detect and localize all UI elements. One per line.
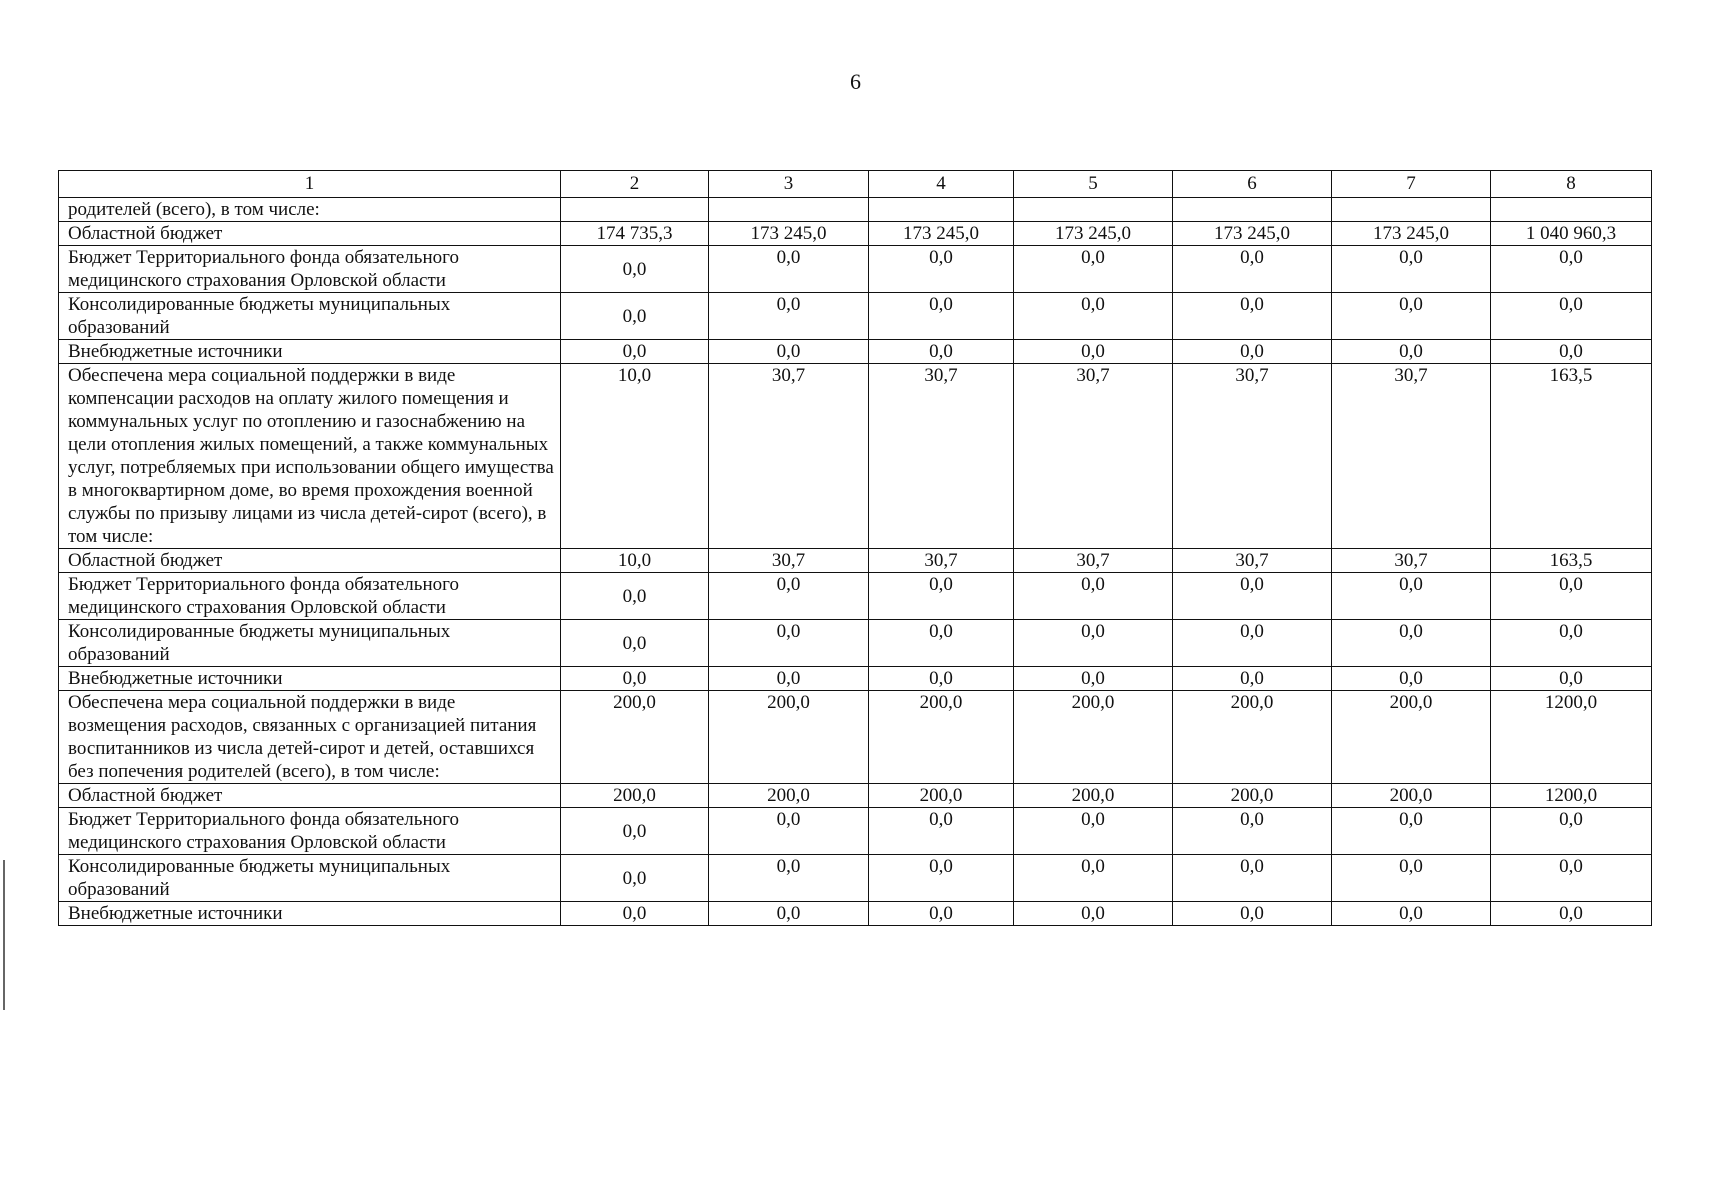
table-row (59, 246, 1652, 293)
column-header: 3 (709, 171, 869, 198)
cell-value: 0,0 (1173, 902, 1332, 926)
cell-value: 0,0 (1491, 620, 1652, 667)
table-row (59, 293, 1652, 340)
cell-value: 0,0 (1332, 573, 1491, 620)
cell-value: 0,0 (1332, 620, 1491, 667)
cell-value: 0,0 (1332, 246, 1491, 293)
cell-value: 30,7 (709, 549, 869, 573)
cell-value: 0,0 (561, 340, 709, 364)
cell-value: 0,0 (869, 667, 1014, 691)
cell-value: 0,0 (1173, 340, 1332, 364)
cell-value: 0,0 (709, 667, 869, 691)
cell-value: 200,0 (869, 784, 1014, 808)
cell-value: 0,0 (1014, 293, 1173, 340)
row-label: Областной бюджет (59, 222, 561, 246)
cell-value: 1200,0 (1491, 784, 1652, 808)
column-number-row (59, 171, 1652, 198)
row-label: Внебюджетные источники (59, 667, 561, 691)
cell-value: 1 040 960,3 (1491, 222, 1652, 246)
cell-value: 0,0 (1332, 855, 1491, 902)
cell-value: 0,0 (561, 573, 709, 620)
row-label: Обеспечена мера социальной поддержки в виде возмещения расходов, связанных с организацией питания воспитанников из числа детей-сирот и детей, оставшихся без попечения родителей (всего), в том числе: (59, 691, 561, 784)
cell-value: 163,5 (1491, 549, 1652, 573)
cell-value: 0,0 (709, 902, 869, 926)
cell-value: 0,0 (561, 808, 709, 855)
cell-value: 200,0 (1014, 691, 1173, 784)
cell-value: 0,0 (1173, 573, 1332, 620)
cell-value (709, 198, 869, 222)
table-row (59, 222, 1652, 246)
cell-value: 0,0 (1014, 573, 1173, 620)
cell-value: 0,0 (1491, 808, 1652, 855)
cell-value (1173, 198, 1332, 222)
cell-value: 200,0 (869, 691, 1014, 784)
page-number: 6 (850, 69, 861, 94)
cell-value: 200,0 (1173, 691, 1332, 784)
cell-value: 0,0 (561, 902, 709, 926)
cell-value (869, 198, 1014, 222)
column-header: 6 (1173, 171, 1332, 198)
cell-value: 0,0 (1173, 246, 1332, 293)
cell-value: 0,0 (1491, 855, 1652, 902)
cell-value: 200,0 (1332, 784, 1491, 808)
row-label: родителей (всего), в том числе: (59, 198, 561, 222)
cell-value: 0,0 (869, 808, 1014, 855)
cell-value: 0,0 (1332, 808, 1491, 855)
cell-value: 0,0 (561, 293, 709, 340)
cell-value: 0,0 (561, 667, 709, 691)
cell-value: 0,0 (709, 620, 869, 667)
cell-value: 0,0 (1014, 902, 1173, 926)
cell-value: 0,0 (1173, 620, 1332, 667)
row-label: Областной бюджет (59, 784, 561, 808)
row-label: Бюджет Территориального фонда обязательного медицинского страхования Орловской области (59, 808, 561, 855)
cell-value: 200,0 (1014, 784, 1173, 808)
row-label: Консолидированные бюджеты муниципальных образований (59, 855, 561, 902)
cell-value: 0,0 (1491, 667, 1652, 691)
cell-value: 200,0 (561, 784, 709, 808)
cell-value (1014, 198, 1173, 222)
cell-value: 0,0 (709, 293, 869, 340)
cell-value: 0,0 (1173, 293, 1332, 340)
cell-value: 173 245,0 (1014, 222, 1173, 246)
cell-value: 1200,0 (1491, 691, 1652, 784)
cell-value: 0,0 (1332, 293, 1491, 340)
cell-value: 0,0 (869, 573, 1014, 620)
table-row (59, 784, 1652, 808)
table-row (59, 340, 1652, 364)
column-header: 8 (1491, 171, 1652, 198)
column-header: 7 (1332, 171, 1491, 198)
cell-value: 30,7 (709, 364, 869, 549)
cell-value: 0,0 (869, 246, 1014, 293)
table-row (59, 573, 1652, 620)
table-row (59, 808, 1652, 855)
table-row (59, 198, 1652, 222)
row-label: Бюджет Территориального фонда обязательного медицинского страхования Орловской области (59, 573, 561, 620)
cell-value: 200,0 (709, 691, 869, 784)
row-label: Консолидированные бюджеты муниципальных образований (59, 293, 561, 340)
cell-value: 0,0 (869, 620, 1014, 667)
cell-value: 0,0 (1014, 667, 1173, 691)
cell-value: 0,0 (1173, 855, 1332, 902)
cell-value: 163,5 (1491, 364, 1652, 549)
cell-value: 0,0 (1173, 667, 1332, 691)
row-label: Внебюджетные источники (59, 902, 561, 926)
cell-value: 173 245,0 (869, 222, 1014, 246)
table-row (59, 620, 1652, 667)
cell-value: 200,0 (1332, 691, 1491, 784)
cell-value: 30,7 (1014, 364, 1173, 549)
cell-value: 30,7 (1332, 549, 1491, 573)
cell-value: 174 735,3 (561, 222, 709, 246)
cell-value: 173 245,0 (1173, 222, 1332, 246)
cell-value: 10,0 (561, 364, 709, 549)
cell-value: 0,0 (709, 246, 869, 293)
cell-value: 0,0 (561, 620, 709, 667)
cell-value: 0,0 (1332, 902, 1491, 926)
table-body (59, 171, 1652, 926)
cell-value: 0,0 (709, 573, 869, 620)
cell-value: 30,7 (1332, 364, 1491, 549)
cell-value: 0,0 (1014, 246, 1173, 293)
table-row (59, 549, 1652, 573)
cell-value: 0,0 (869, 340, 1014, 364)
row-label: Внебюджетные источники (59, 340, 561, 364)
row-label: Консолидированные бюджеты муниципальных образований (59, 620, 561, 667)
cell-value: 200,0 (709, 784, 869, 808)
cell-value: 0,0 (1491, 246, 1652, 293)
cell-value: 200,0 (1173, 784, 1332, 808)
cell-value: 0,0 (1491, 902, 1652, 926)
cell-value: 173 245,0 (709, 222, 869, 246)
cell-value: 30,7 (869, 364, 1014, 549)
cell-value: 0,0 (709, 855, 869, 902)
cell-value (1491, 198, 1652, 222)
cell-value (1332, 198, 1491, 222)
row-label: Бюджет Территориального фонда обязательного медицинского страхования Орловской области (59, 246, 561, 293)
cell-value: 0,0 (1491, 340, 1652, 364)
cell-value: 0,0 (869, 293, 1014, 340)
cell-value: 0,0 (1332, 667, 1491, 691)
cell-value: 30,7 (1173, 364, 1332, 549)
table-row (59, 691, 1652, 784)
cell-value: 0,0 (709, 340, 869, 364)
cell-value: 30,7 (1014, 549, 1173, 573)
cell-value: 0,0 (561, 246, 709, 293)
cell-value: 0,0 (869, 902, 1014, 926)
cell-value: 0,0 (1014, 340, 1173, 364)
column-header: 5 (1014, 171, 1173, 198)
column-header: 4 (869, 171, 1014, 198)
cell-value: 0,0 (869, 855, 1014, 902)
cell-value: 0,0 (709, 808, 869, 855)
cell-value: 0,0 (1173, 808, 1332, 855)
cell-value: 200,0 (561, 691, 709, 784)
cell-value: 30,7 (869, 549, 1014, 573)
cell-value (561, 198, 709, 222)
column-header: 1 (59, 171, 561, 198)
cell-value: 0,0 (1014, 855, 1173, 902)
cell-value: 0,0 (1014, 620, 1173, 667)
cell-value: 30,7 (1173, 549, 1332, 573)
row-label: Областной бюджет (59, 549, 561, 573)
table-row (59, 902, 1652, 926)
cell-value: 0,0 (1491, 573, 1652, 620)
row-label: Обеспечена мера социальной поддержки в виде компенсации расходов на оплату жилого помещения и коммунальных услуг по отоплению и газоснабжению на цели отопления жилых помещений, а также коммунальных услуг, потребляемых при использовании общего имущества в многоквартирном доме, во время прохождения военной службы по призыву лицами из числа детей-сирот (всего), в том числе: (59, 364, 561, 549)
cell-value: 0,0 (1332, 340, 1491, 364)
table-row (59, 667, 1652, 691)
budget-table (58, 170, 1652, 926)
table-row (59, 364, 1652, 549)
column-header: 2 (561, 171, 709, 198)
cell-value: 10,0 (561, 549, 709, 573)
cell-value: 0,0 (1014, 808, 1173, 855)
cell-value: 0,0 (1491, 293, 1652, 340)
cell-value: 0,0 (561, 855, 709, 902)
scan-margin-line (3, 860, 5, 1010)
cell-value: 173 245,0 (1332, 222, 1491, 246)
table-row (59, 855, 1652, 902)
